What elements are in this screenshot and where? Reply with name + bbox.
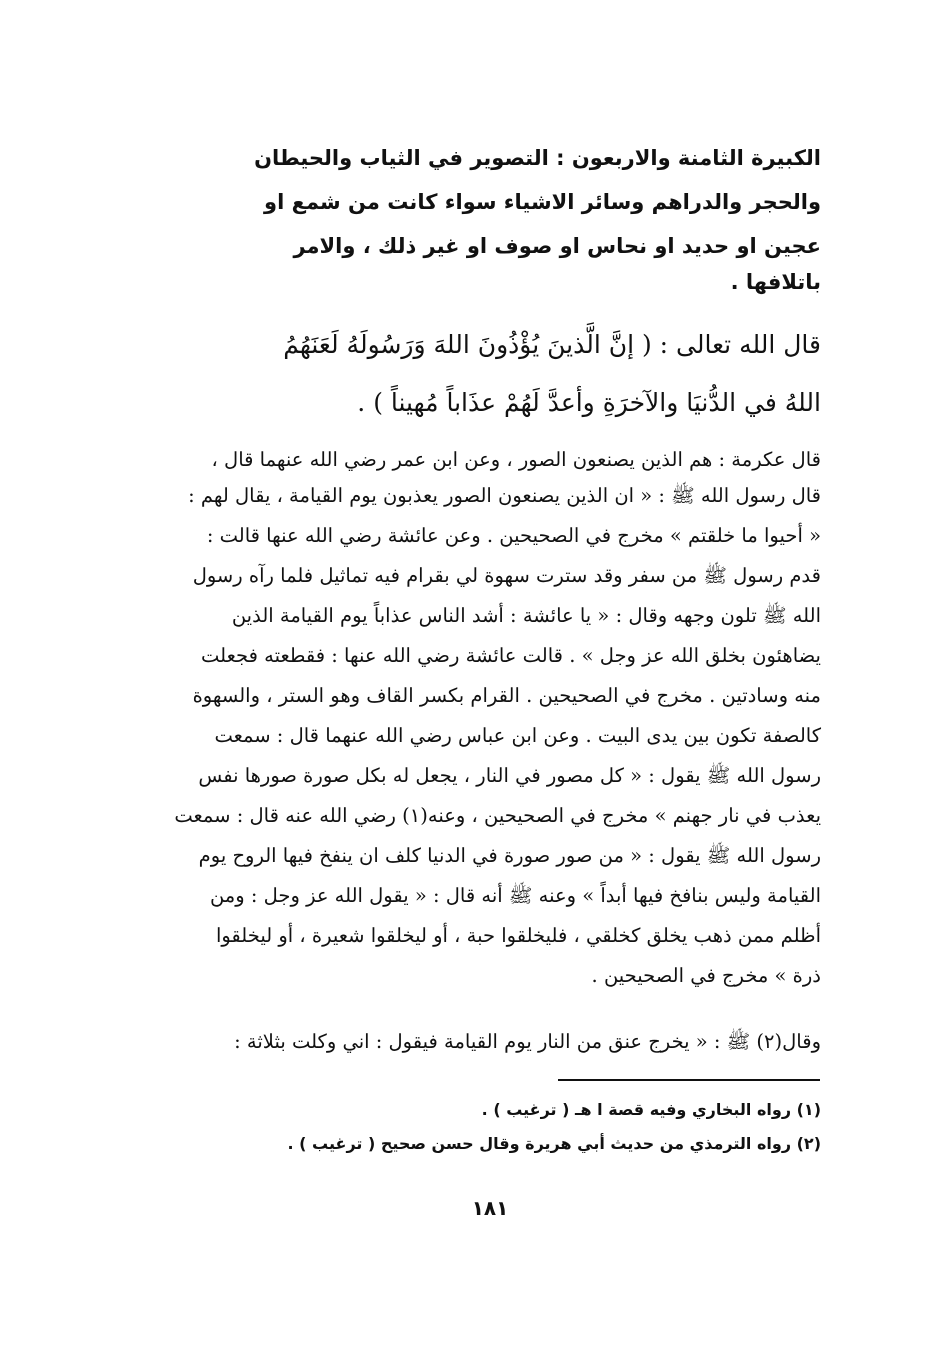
body-line: يعذب في نار جهنم » مخرج في الصحيحين ، وعنه(١) رضي الله عنه قال : سمعت <box>174 804 821 827</box>
heading-line: باتلافها . <box>730 270 821 294</box>
heading-line: عجين او حديد او نحاس او صوف او غير ذلك ، والامر <box>293 234 821 258</box>
verse-line: اللهُ في الدُّنيَا والآخرَةِ وأعدَّ لَهُمْ عذَاباً مُهيناً ) . <box>357 388 821 417</box>
heading-line: الكبيرة الثامنة والاربعون : التصوير في الثياب والحيطان <box>254 146 821 170</box>
body-line: قال عكرمة : هم الذين يصنعون الصور ، وعن ابن عمر رضي الله عنهما قال ، <box>211 448 821 471</box>
heading-line: والحجر والدراهم وسائر الاشياء سواء كانت من شمع او <box>264 190 821 214</box>
footnote-1: (١) رواه البخاري وفيه قصة ا هـ ( ترغيب ) . <box>481 1100 821 1119</box>
body-line: الله ﷺ تلون وجهه وقال : « يا عائشة : أشد الناس عذاباً يوم القيامة الذين <box>231 604 821 627</box>
body-line: أظلم ممن ذهب يخلق كخلقي ، فليخلقوا حبة ، أو ليخلقوا شعيرة ، أو ليخلقوا <box>215 924 821 947</box>
body-line: منه وسادتين . مخرج في الصحيحين . القرام بكسر القاف وهو الستر ، والسهوة <box>192 684 821 707</box>
body-line: قال رسول الله ﷺ : « ان الذين يصنعون الصور يعذبون يوم القيامة ، يقال لهم : <box>188 484 821 507</box>
verse-line: قال الله تعالى : ( إنَّ الَّذينَ يُؤْذُونَ اللهَ وَرَسُولَهُ لَعَنَهُمُ <box>283 330 821 359</box>
body-line: رسول الله ﷺ يقول : « من صور صورة في الدنيا كلف ان ينفخ فيها الروح يوم <box>198 844 821 867</box>
body-line: رسول الله ﷺ يقول : « كل مصور في النار ، يجعل له بكل صورة صورها نفس <box>198 764 821 787</box>
body-line: « أحيوا ما خلقتم » مخرج في الصحيحين . وعن عائشة رضي الله عنها قالت : <box>206 524 821 547</box>
footnote-2: (٢) رواه الترمذي من حديث أبي هريرة وقال حسن صحيح ( ترغيب ) . <box>287 1134 821 1153</box>
page-number: ١٨١ <box>471 1196 509 1220</box>
body-line: قدم رسول ﷺ من سفر وقد سترت سهوة لي بقرام فيه تماثيل فلما رآه رسول <box>192 564 821 587</box>
closing-line: وقال(٢) ﷺ : « يخرج عنق من النار يوم القيامة فيقول : اني وكلت بثلاثة : <box>234 1030 821 1053</box>
body-line: القيامة وليس بنافخ فيها أبداً » وعنه ﷺ أنه قال : « يقول الله عز وجل : ومن <box>209 884 821 907</box>
body-line: ذرة » مخرج في الصحيحين . <box>591 964 821 987</box>
body-line: يضاهئون بخلق الله عز وجل » . قالت عائشة رضي الله عنها : فقطعته فجعلت <box>201 644 821 667</box>
body-line: كالصفة تكون بين يدى البيت . وعن ابن عباس رضي الله عنهما قال : سمعت <box>214 724 821 747</box>
footnote-divider <box>558 1079 820 1081</box>
